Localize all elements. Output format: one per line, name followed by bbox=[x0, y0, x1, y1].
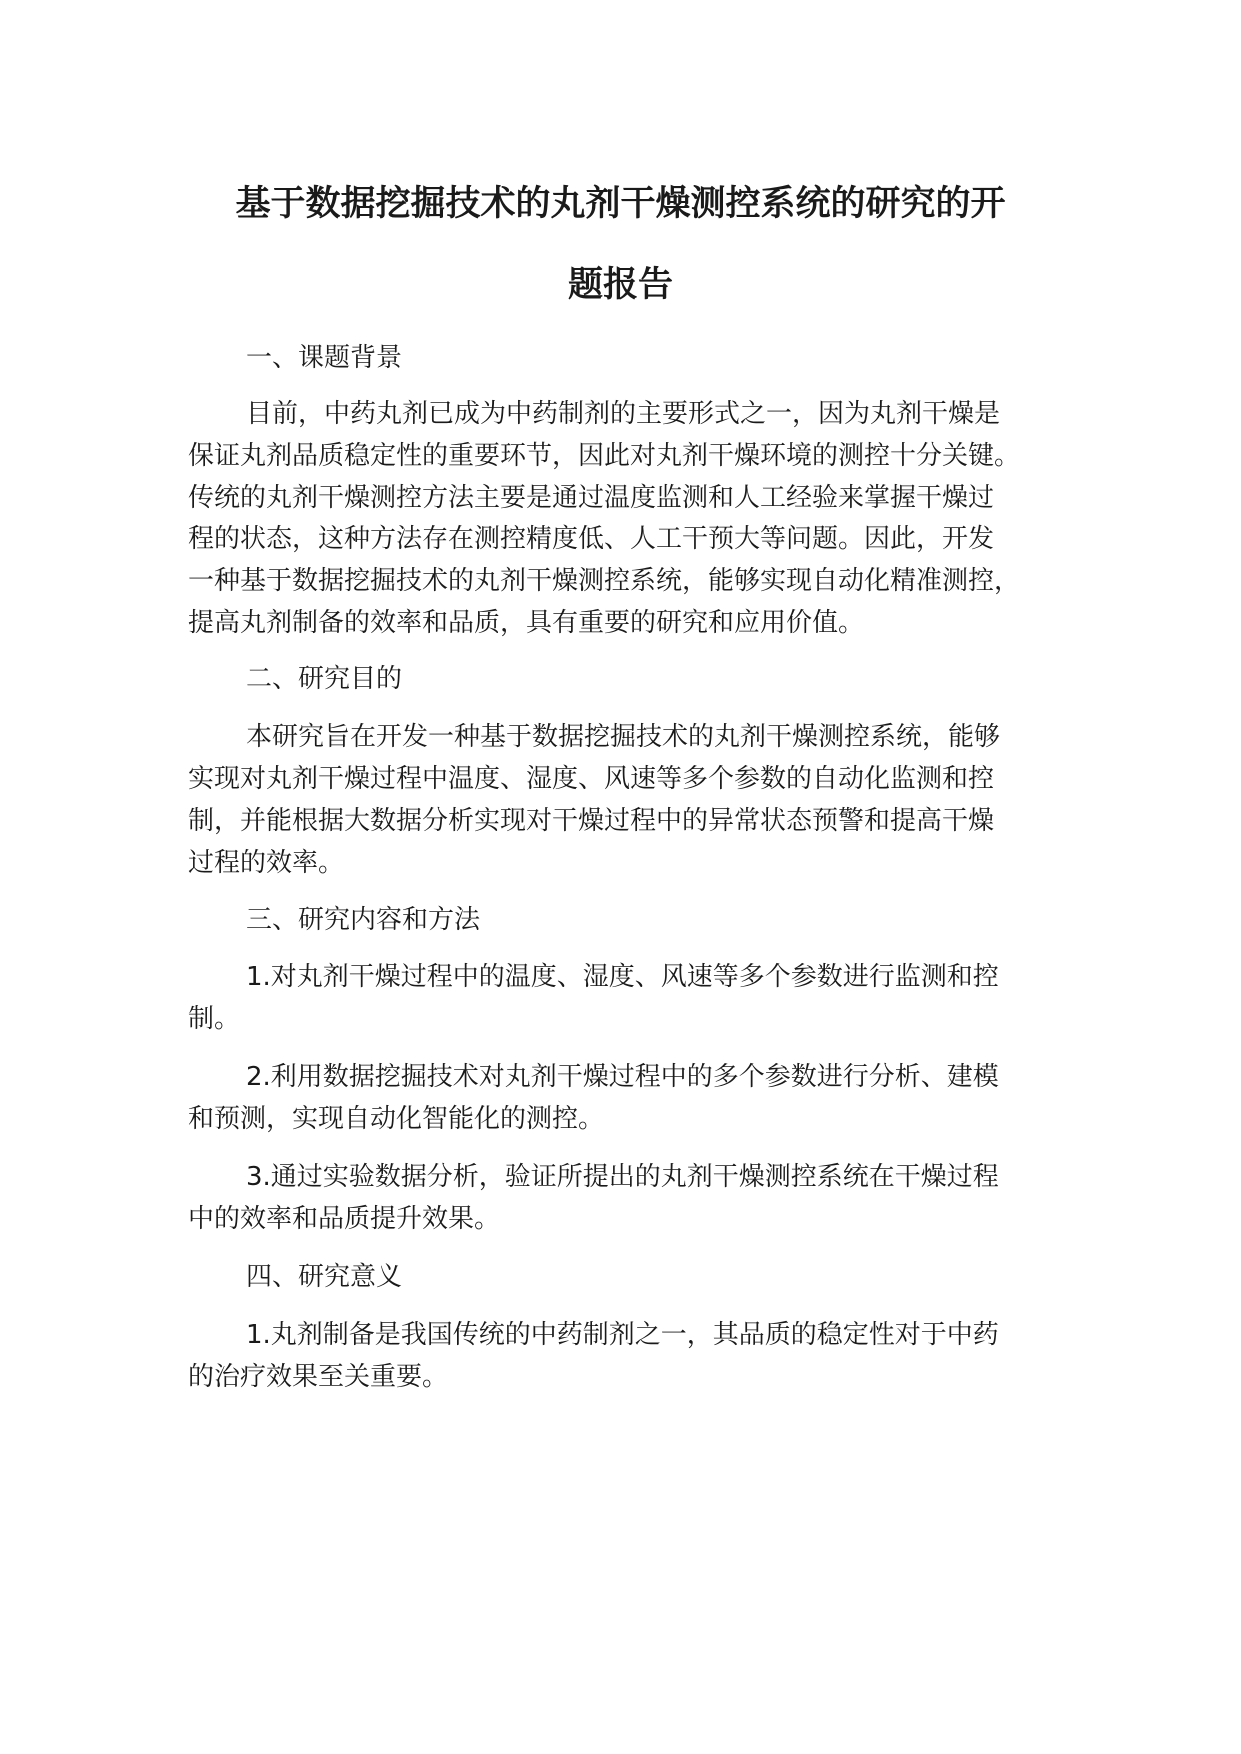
section-heading-significance: 四、研究意义 bbox=[246, 1262, 403, 1292]
list-item-line: 2.利用数据挖掘技术对丸剂干燥过程中的多个参数进行分析、建模 bbox=[246, 1062, 999, 1092]
section-heading-background: 一、课题背景 bbox=[246, 343, 403, 373]
paragraph-line: 提高丸剂制备的效率和品质，具有重要的研究和应用价值。 bbox=[188, 608, 865, 638]
list-item-line: 3.通过实验数据分析，验证所提出的丸剂干燥测控系统在干燥过程 bbox=[246, 1162, 999, 1192]
list-item-line: 的治疗效果至关重要。 bbox=[188, 1362, 449, 1392]
document-title-line-1: 基于数据挖掘技术的丸剂干燥测控系统的研究的开 bbox=[235, 184, 1006, 224]
list-item-line: 和预测，实现自动化智能化的测控。 bbox=[188, 1104, 605, 1134]
paragraph-line: 程的状态，这种方法存在测控精度低、人工干预大等问题。因此，开发 bbox=[188, 524, 995, 554]
list-item-line: 1.对丸剂干燥过程中的温度、湿度、风速等多个参数进行监测和控 bbox=[246, 962, 999, 992]
document-title-line-2: 题报告 bbox=[567, 265, 673, 305]
paragraph-line: 保证丸剂品质稳定性的重要环节，因此对丸剂干燥环境的测控十分关键。 bbox=[188, 441, 1021, 471]
paragraph-line: 制，并能根据大数据分析实现对干燥过程中的异常状态预警和提高干燥 bbox=[188, 806, 995, 836]
list-item-line: 中的效率和品质提升效果。 bbox=[188, 1204, 501, 1234]
section-heading-purpose: 二、研究目的 bbox=[246, 664, 403, 694]
section-heading-content-methods: 三、研究内容和方法 bbox=[246, 905, 481, 935]
list-item-line: 1.丸剂制备是我国传统的中药制剂之一，其品质的稳定性对于中药 bbox=[246, 1320, 999, 1350]
paragraph-line: 过程的效率。 bbox=[188, 848, 345, 878]
paragraph-line: 本研究旨在开发一种基于数据挖掘技术的丸剂干燥测控系统，能够 bbox=[246, 722, 1001, 752]
list-item-line: 制。 bbox=[188, 1004, 241, 1034]
paragraph-line: 一种基于数据挖掘技术的丸剂干燥测控系统，能够实现自动化精准测控， bbox=[188, 566, 1021, 596]
paragraph-line: 传统的丸剂干燥测控方法主要是通过温度监测和人工经验来掌握干燥过 bbox=[188, 483, 995, 513]
paragraph-line: 目前，中药丸剂已成为中药制剂的主要形式之一，因为丸剂干燥是 bbox=[246, 399, 1001, 429]
paragraph-line: 实现对丸剂干燥过程中温度、湿度、风速等多个参数的自动化监测和控 bbox=[188, 764, 995, 794]
